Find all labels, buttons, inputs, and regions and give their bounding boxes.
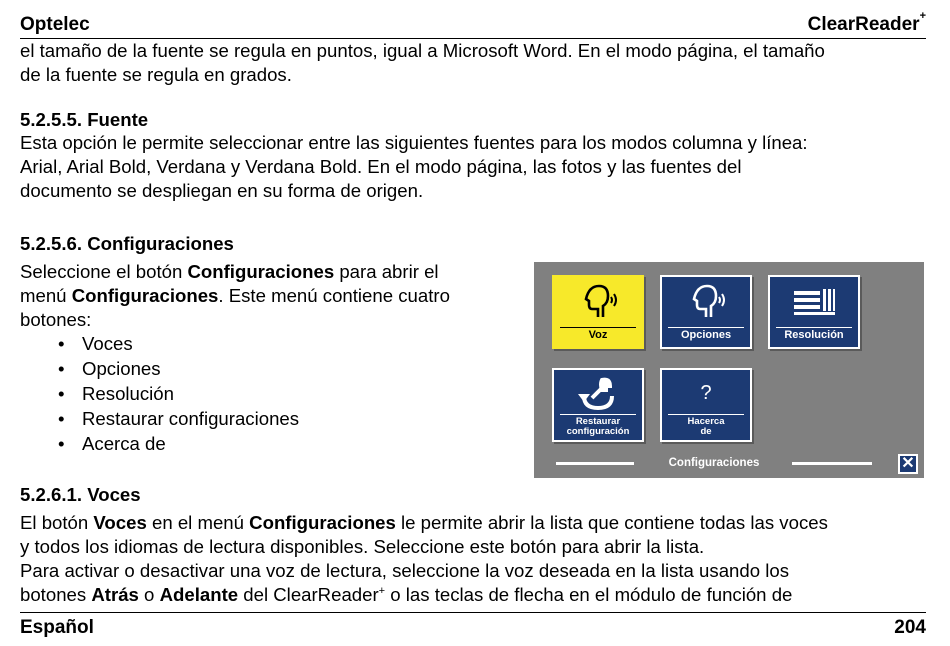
list-item: Voces <box>82 333 133 354</box>
bullet-marker: • <box>58 433 65 454</box>
voces-line-2: y todos los idiomas de lectura disponibles. Seleccione este botón para abrir la lista. <box>20 536 705 557</box>
fuente-line-1: Esta opción le permite seleccionar entre las siguientes fuentes para los modos columna y línea: <box>20 132 808 153</box>
tile-divider <box>668 327 744 328</box>
restore-settings-icon <box>554 374 642 412</box>
fuente-line-3: documento se despliegan en su forma de origen. <box>20 180 424 201</box>
footer-language: Español <box>20 617 94 638</box>
title-bar-right-line <box>792 462 872 465</box>
section-title-fuente: 5.2.5.5. Fuente <box>20 109 149 130</box>
opciones-label: Opciones <box>680 329 732 341</box>
bullet-marker: • <box>58 408 65 429</box>
header-brand: Optelec <box>20 14 90 35</box>
section-title-configuraciones: 5.2.5.6. Configuraciones <box>20 233 234 254</box>
config-line-3: botones: <box>20 309 92 330</box>
config-line-1: Seleccione el botón Configuraciones para abrir el <box>20 261 439 282</box>
acerca-de-button[interactable] <box>660 368 752 442</box>
menu-title: Configuraciones <box>668 457 760 469</box>
list-item: Acerca de <box>82 433 166 454</box>
header-product: ClearReader+ <box>807 10 926 35</box>
resolution-icon <box>770 281 858 323</box>
title-bar-left-line <box>556 462 634 465</box>
fuente-line-2: Arial, Arial Bold, Verdana y Verdana Bold. En el modo página, las fotos y las fuentes del <box>20 156 742 177</box>
page-header <box>20 8 926 39</box>
restaurar-label: Restaurar configuración <box>566 416 630 437</box>
opciones-button[interactable] <box>660 275 752 349</box>
page-footer <box>20 612 926 639</box>
voz-label: Voz <box>588 329 608 341</box>
intro-line-2: de la fuente se regula en grados. <box>20 64 292 85</box>
list-item: Restaurar configuraciones <box>82 408 300 429</box>
tile-divider <box>668 414 744 415</box>
resolucion-label: Resolución <box>784 329 844 341</box>
restaurar-configuracion-button[interactable] <box>552 368 644 442</box>
bullet-marker: • <box>58 358 65 379</box>
voces-line-1: El botón Voces en el menú Configuraciones le permite abrir la lista que contiene todas las voces <box>20 512 828 533</box>
voces-line-3: Para activar o desactivar una voz de lectura, seleccione la voz deseada en la lista usando los <box>20 560 789 581</box>
intro-line-1: el tamaño de la fuente se regula en puntos, igual a Microsoft Word. En el modo página, el tamaño <box>20 40 825 61</box>
close-button[interactable]: ✕ <box>898 454 918 474</box>
resolucion-button[interactable] <box>768 275 860 349</box>
page-number: 204 <box>894 617 926 638</box>
tile-divider <box>776 327 852 328</box>
bullet-marker: • <box>58 333 65 354</box>
voces-line-4: botones Atrás o Adelante del ClearReader+ o las teclas de flecha en el módulo de función de <box>20 584 793 605</box>
tile-divider <box>560 327 636 328</box>
tile-divider <box>560 414 636 415</box>
list-item: Opciones <box>82 358 161 379</box>
voz-button[interactable] <box>552 275 644 349</box>
speaking-head-icon <box>554 281 642 323</box>
acerca-label: Hacerca de <box>687 416 725 437</box>
speaking-head-icon <box>662 281 750 323</box>
config-line-2: menú Configuraciones. Este menú contiene cuatro <box>20 285 450 306</box>
question-icon: ? <box>700 381 712 404</box>
configuraciones-menu-panel <box>534 262 924 478</box>
bullet-marker: • <box>58 383 65 404</box>
section-title-voces: 5.2.6.1. Voces <box>20 484 141 505</box>
list-item: Resolución <box>82 383 174 404</box>
